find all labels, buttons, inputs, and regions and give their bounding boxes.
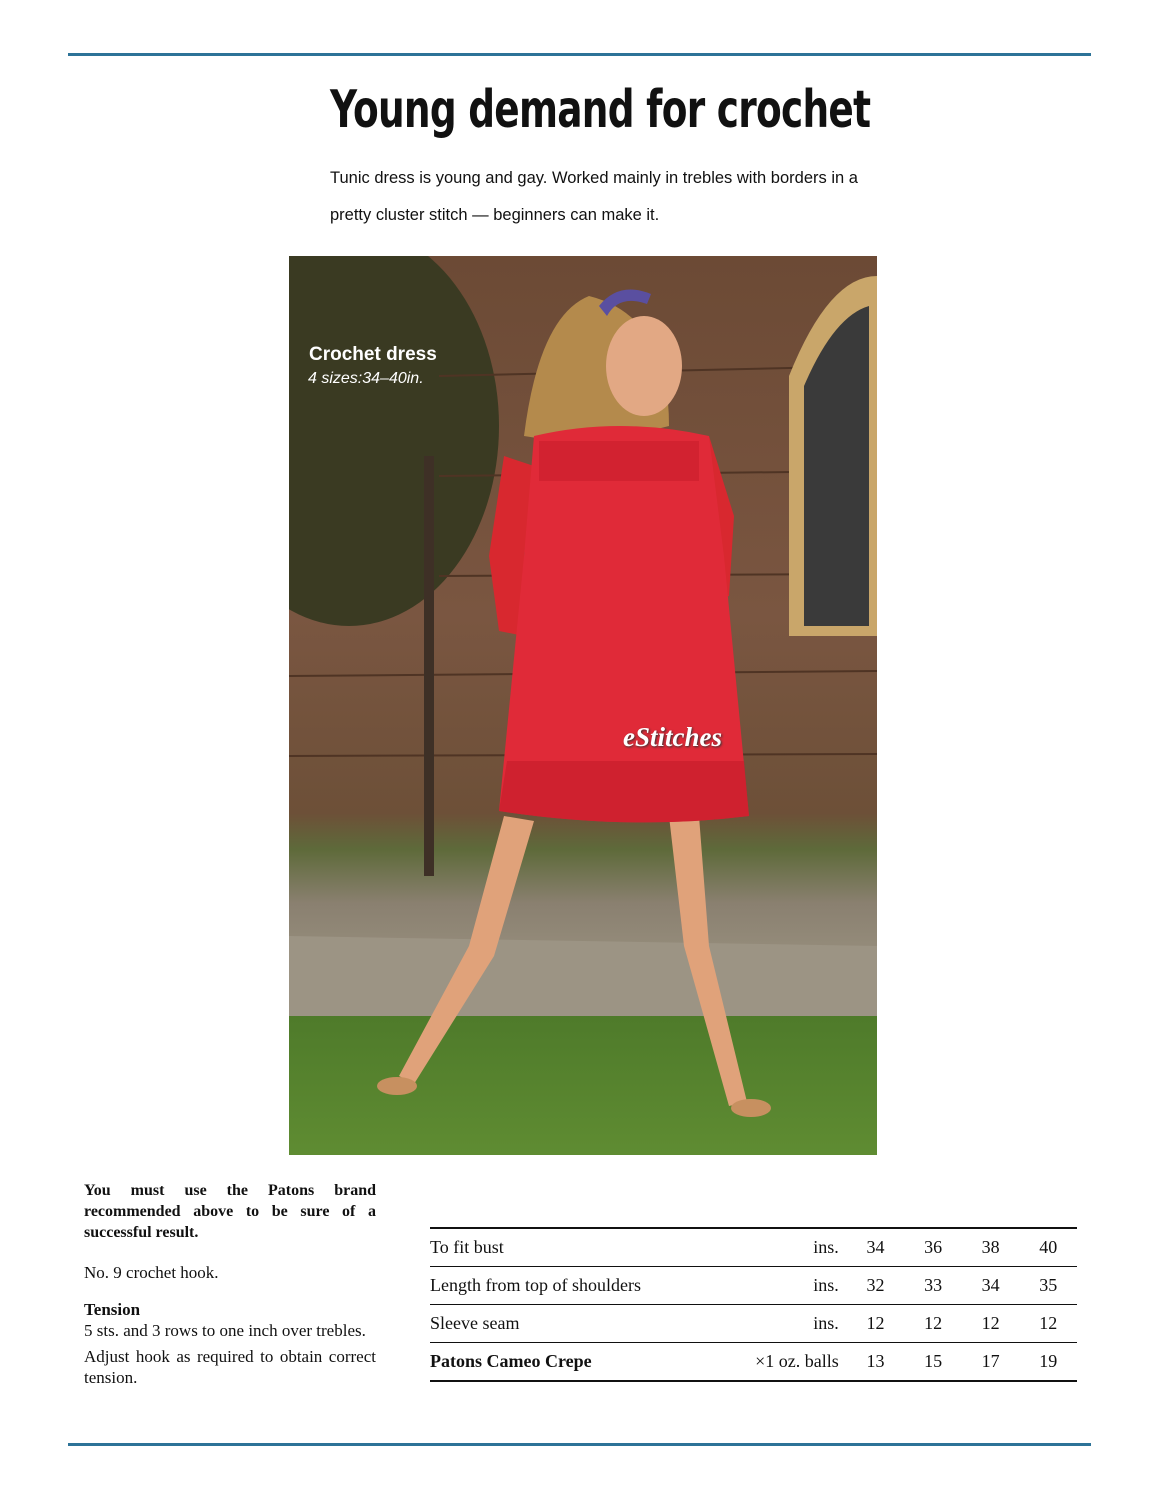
top-rule — [68, 53, 1091, 56]
size-value: 12 — [1019, 1305, 1077, 1343]
tree-foliage — [289, 256, 499, 626]
size-value: 36 — [924, 1237, 943, 1257]
gravel-path — [289, 936, 877, 1016]
pattern-notes — [84, 1180, 376, 1388]
row-label: Sleeve seam — [430, 1305, 722, 1343]
right-shoe — [731, 1099, 771, 1117]
dress-hem-border — [499, 761, 749, 822]
photo-caption-sizes: 4 sizes:34–40in. — [308, 370, 424, 387]
adjust-note: Adjust hook as required to obtain correct tension. — [84, 1347, 376, 1387]
row-unit: ins. — [813, 1237, 839, 1257]
photo-caption-title: Crochet dress — [309, 344, 437, 365]
intro-text: Tunic dress is young and gay. Worked mainly in trebles with borders in a pretty cluster stitch — beginners can make it. — [330, 169, 858, 224]
sizes-table — [430, 1227, 1077, 1382]
size-value: 17 — [962, 1343, 1020, 1382]
page-title: Young demand for crochet — [330, 80, 871, 140]
dress-yoke — [539, 441, 699, 481]
size-value: 15 — [904, 1343, 962, 1382]
model-photo — [289, 256, 877, 1155]
face — [606, 316, 682, 416]
brand-note: You must use the Patons brand recommended above to be sure of a successful result. — [84, 1182, 376, 1241]
size-value: 34 — [962, 1267, 1020, 1305]
size-value: 12 — [847, 1305, 905, 1343]
size-value: 35 — [1019, 1267, 1077, 1305]
drainpipe — [424, 456, 434, 876]
table-row — [430, 1267, 1077, 1305]
size-value: 13 — [847, 1343, 905, 1382]
row-label: To fit bust — [430, 1237, 504, 1257]
headband — [599, 290, 651, 316]
size-value: 32 — [847, 1267, 905, 1305]
left-shoe — [377, 1077, 417, 1095]
watermark: eStitches — [623, 722, 722, 752]
size-value: 34 — [866, 1237, 885, 1257]
photo-illustration — [289, 256, 877, 1155]
tension-heading: Tension — [84, 1300, 141, 1319]
hook-size: No. 9 crochet hook. — [84, 1263, 219, 1282]
table-row — [430, 1305, 1077, 1343]
size-value: 19 — [1019, 1343, 1077, 1382]
row-unit: ins. — [722, 1267, 847, 1305]
size-value: 40 — [1039, 1237, 1058, 1257]
row-unit: ×1 oz. balls — [722, 1343, 847, 1382]
size-value: 38 — [981, 1237, 1000, 1257]
row-label: Patons Cameo Crepe — [430, 1343, 722, 1382]
row-unit: ins. — [722, 1305, 847, 1343]
size-value: 33 — [904, 1267, 962, 1305]
table-row — [430, 1343, 1077, 1382]
bottom-rule — [68, 1443, 1091, 1446]
size-value: 12 — [904, 1305, 962, 1343]
row-label: Length from top of shoulders — [430, 1267, 722, 1305]
table-row — [430, 1228, 1077, 1267]
size-value: 12 — [962, 1305, 1020, 1343]
tension-text: 5 sts. and 3 rows to one inch over trebles. — [84, 1321, 366, 1340]
